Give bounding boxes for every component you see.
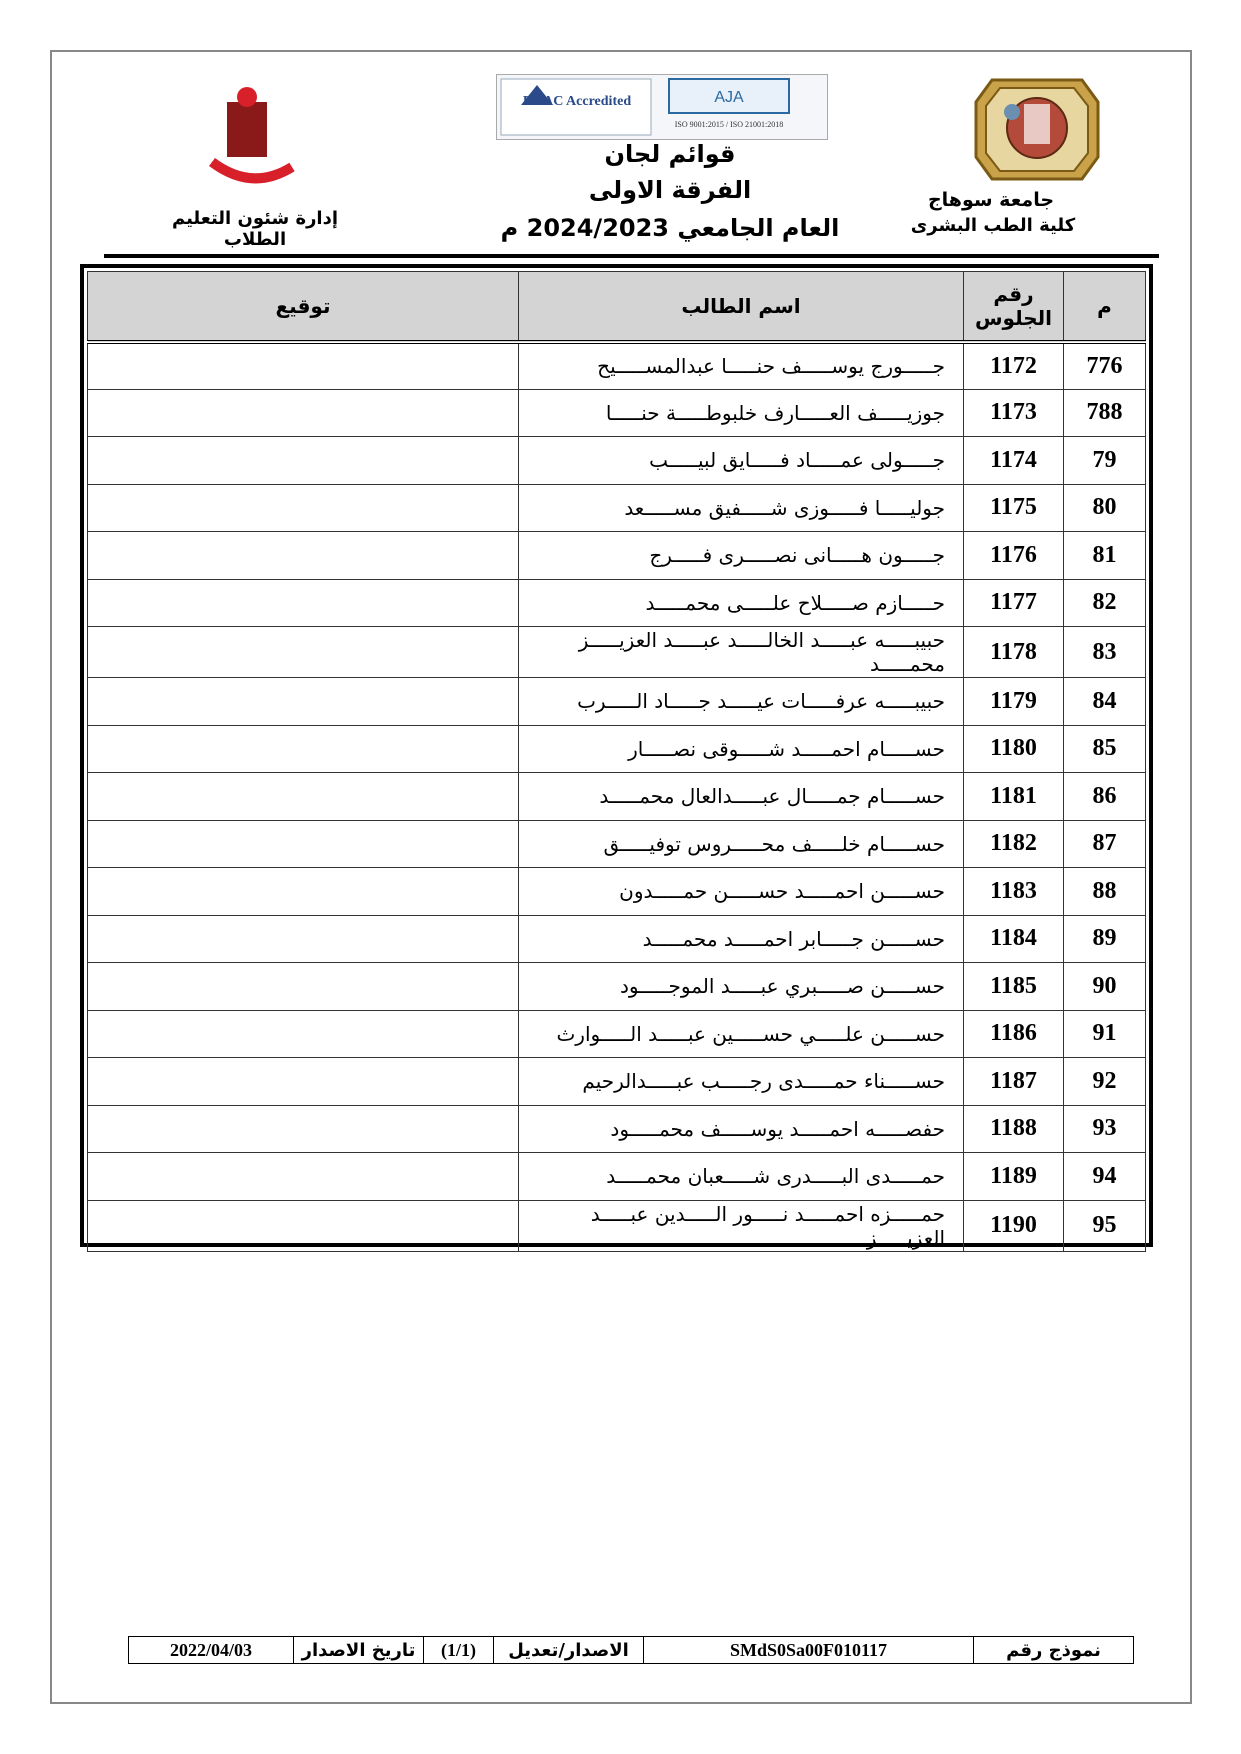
col-header-seat-number: رقم الجلوس [964, 272, 1064, 342]
issue-date-value: 2022/04/03 [170, 1639, 253, 1660]
row-seat-number: 1180 [964, 725, 1064, 773]
row-signature [88, 1010, 519, 1058]
col-header-student-name: اسم الطالب [519, 272, 964, 342]
row-student-name: حبيبـــــه عرفـــــات عيـــــد جـــــاد الـــــرب [519, 678, 964, 726]
table-row [88, 1153, 1146, 1201]
row-index: 91 [1064, 1010, 1146, 1058]
table-row [88, 725, 1146, 773]
row-signature [88, 1153, 519, 1201]
row-index: 80 [1064, 484, 1146, 532]
row-index: 86 [1064, 773, 1146, 821]
revision-value: (1/1) [423, 1637, 493, 1663]
svg-text:ISO 9001:2015 / ISO 21001:2018: ISO 9001:2015 / ISO 21001:2018 [674, 120, 784, 129]
table-row [88, 963, 1146, 1011]
col-header-index: م [1064, 272, 1146, 342]
title-academic-year: العام الجامعي 2024/2023 م [500, 214, 840, 242]
row-signature [88, 963, 519, 1011]
row-seat-number: 1183 [964, 868, 1064, 916]
row-index: 95 [1064, 1200, 1146, 1251]
table-row [88, 627, 1146, 678]
title-year-level: الفرقة الاولى [588, 176, 752, 204]
row-student-name: حمـــــدى البـــــدرى شـــــعبان محمـــــد [519, 1153, 964, 1201]
row-index: 79 [1064, 437, 1146, 485]
row-student-name: جوليـــــا فـــــوزى شـــــفيق مســـــعد [519, 484, 964, 532]
row-student-name: حســـــناء حمـــــدى رجـــــب عبـــــدالرحيم [519, 1058, 964, 1106]
row-signature [88, 678, 519, 726]
table-row [88, 1058, 1146, 1106]
form-footer [128, 1636, 1134, 1664]
row-seat-number: 1186 [964, 1010, 1064, 1058]
row-student-name: حســـــن علـــــي حســـــين عبـــــد الـــــوارث [519, 1010, 964, 1058]
faculty-logo [112, 82, 312, 192]
table-row [88, 1200, 1146, 1251]
row-signature [88, 820, 519, 868]
row-signature [88, 1058, 519, 1106]
row-seat-number: 1174 [964, 437, 1064, 485]
university-seal-logo [972, 72, 1102, 187]
svg-text:AJA: AJA [714, 89, 744, 106]
table-row [88, 773, 1146, 821]
row-index: 84 [1064, 678, 1146, 726]
table-row [88, 868, 1146, 916]
row-index: 93 [1064, 1105, 1146, 1153]
row-seat-number: 1175 [964, 484, 1064, 532]
row-signature [88, 484, 519, 532]
row-index: 83 [1064, 627, 1146, 678]
row-seat-number: 1176 [964, 532, 1064, 580]
table-row [88, 1010, 1146, 1058]
col-header-signature: توقيع [88, 272, 519, 342]
row-student-name: حســـــن صـــــبري عبـــــد الموجـــــود [519, 963, 964, 1011]
table-row [88, 389, 1146, 437]
row-index: 90 [1064, 963, 1146, 1011]
row-signature [88, 342, 519, 390]
row-index: 87 [1064, 820, 1146, 868]
row-signature [88, 725, 519, 773]
row-index: 788 [1064, 389, 1146, 437]
row-index: 94 [1064, 1153, 1146, 1201]
table-row [88, 678, 1146, 726]
row-student-name: حســـــام احمـــــد شـــــوقى نصـــــار [519, 725, 964, 773]
table-row [88, 532, 1146, 580]
row-signature [88, 627, 519, 678]
row-signature [88, 437, 519, 485]
table-row [88, 820, 1146, 868]
table-row [88, 342, 1146, 390]
row-student-name: جـــــولى عمـــــاد فـــــايق لبيـــــب [519, 437, 964, 485]
row-seat-number: 1185 [964, 963, 1064, 1011]
title-committee-lists: قوائم لجان [604, 140, 736, 168]
row-signature [88, 1200, 519, 1251]
row-seat-number: 1173 [964, 389, 1064, 437]
row-seat-number: 1188 [964, 1105, 1064, 1153]
row-index: 776 [1064, 342, 1146, 390]
row-student-name: جـــــون هـــــانى نصـــــرى فـــــرج [519, 532, 964, 580]
row-seat-number: 1172 [964, 342, 1064, 390]
row-student-name: حمـــــزه احمـــــد نـــــور الـــــدين عبـــــد العزيـــــز [519, 1200, 964, 1251]
table-row [88, 484, 1146, 532]
row-index: 82 [1064, 579, 1146, 627]
row-student-name: جـــــورج يوســـــف حنـــــا عبدالمســـــيح [519, 342, 964, 390]
committee-table [87, 271, 1146, 1252]
row-signature [88, 773, 519, 821]
department-name: إدارة شئون التعليم الطلاب [171, 208, 339, 250]
row-student-name: حـــــازم صـــــلاح علـــــى محمـــــد [519, 579, 964, 627]
table-header-row [88, 272, 1146, 342]
table-row [88, 437, 1146, 485]
row-student-name: حفصـــــه احمـــــد يوســـــف محمـــــود [519, 1105, 964, 1153]
revision-label: الاصدار/تعديل [493, 1637, 643, 1663]
row-index: 81 [1064, 532, 1146, 580]
row-seat-number: 1187 [964, 1058, 1064, 1106]
row-seat-number: 1181 [964, 773, 1064, 821]
accreditation-logos-icon [497, 75, 827, 139]
row-signature [88, 915, 519, 963]
row-seat-number: 1179 [964, 678, 1064, 726]
accreditation-banner [496, 74, 828, 140]
table-row [88, 1105, 1146, 1153]
row-seat-number: 1178 [964, 627, 1064, 678]
row-index: 85 [1064, 725, 1146, 773]
row-seat-number: 1190 [964, 1200, 1064, 1251]
row-student-name: حبيبـــــه عبـــــد الخالـــــد عبـــــد العزيـــــز محمـــــد [519, 627, 964, 678]
row-signature [88, 389, 519, 437]
row-student-name: حســـــن احمـــــد حســـــن حمـــــدون [519, 868, 964, 916]
row-index: 89 [1064, 915, 1146, 963]
table-row [88, 915, 1146, 963]
form-number-label: نموذج رقم [973, 1637, 1133, 1663]
table-row [88, 579, 1146, 627]
row-seat-number: 1189 [964, 1153, 1064, 1201]
faculty-name: كلية الطب البشرى [910, 215, 1076, 236]
row-student-name: حســـــام خلـــــف محـــــروس توفيـــــق [519, 820, 964, 868]
row-index: 88 [1064, 868, 1146, 916]
row-signature [88, 532, 519, 580]
form-number-value: SMdS0Sa00F010117 [643, 1637, 973, 1663]
row-index: 92 [1064, 1058, 1146, 1106]
committee-table-frame [80, 264, 1153, 1250]
row-signature [88, 579, 519, 627]
row-student-name: جوزيـــــف العـــــارف خلبوطـــــة حنـــــا [519, 389, 964, 437]
row-student-name: حســـــن جـــــابر احمـــــد محمـــــد [519, 915, 964, 963]
header-divider [104, 254, 1159, 258]
row-seat-number: 1182 [964, 820, 1064, 868]
row-seat-number: 1177 [964, 579, 1064, 627]
row-student-name: حســـــام جمـــــال عبـــــدالعال محمـــــد [519, 773, 964, 821]
row-seat-number: 1184 [964, 915, 1064, 963]
university-name: جامعة سوهاج [927, 189, 1055, 211]
row-signature [88, 1105, 519, 1153]
row-signature [88, 868, 519, 916]
issue-date-label: تاريخ الاصدار [293, 1637, 423, 1663]
svg-text:EGAC Accredited: EGAC Accredited [522, 94, 632, 109]
